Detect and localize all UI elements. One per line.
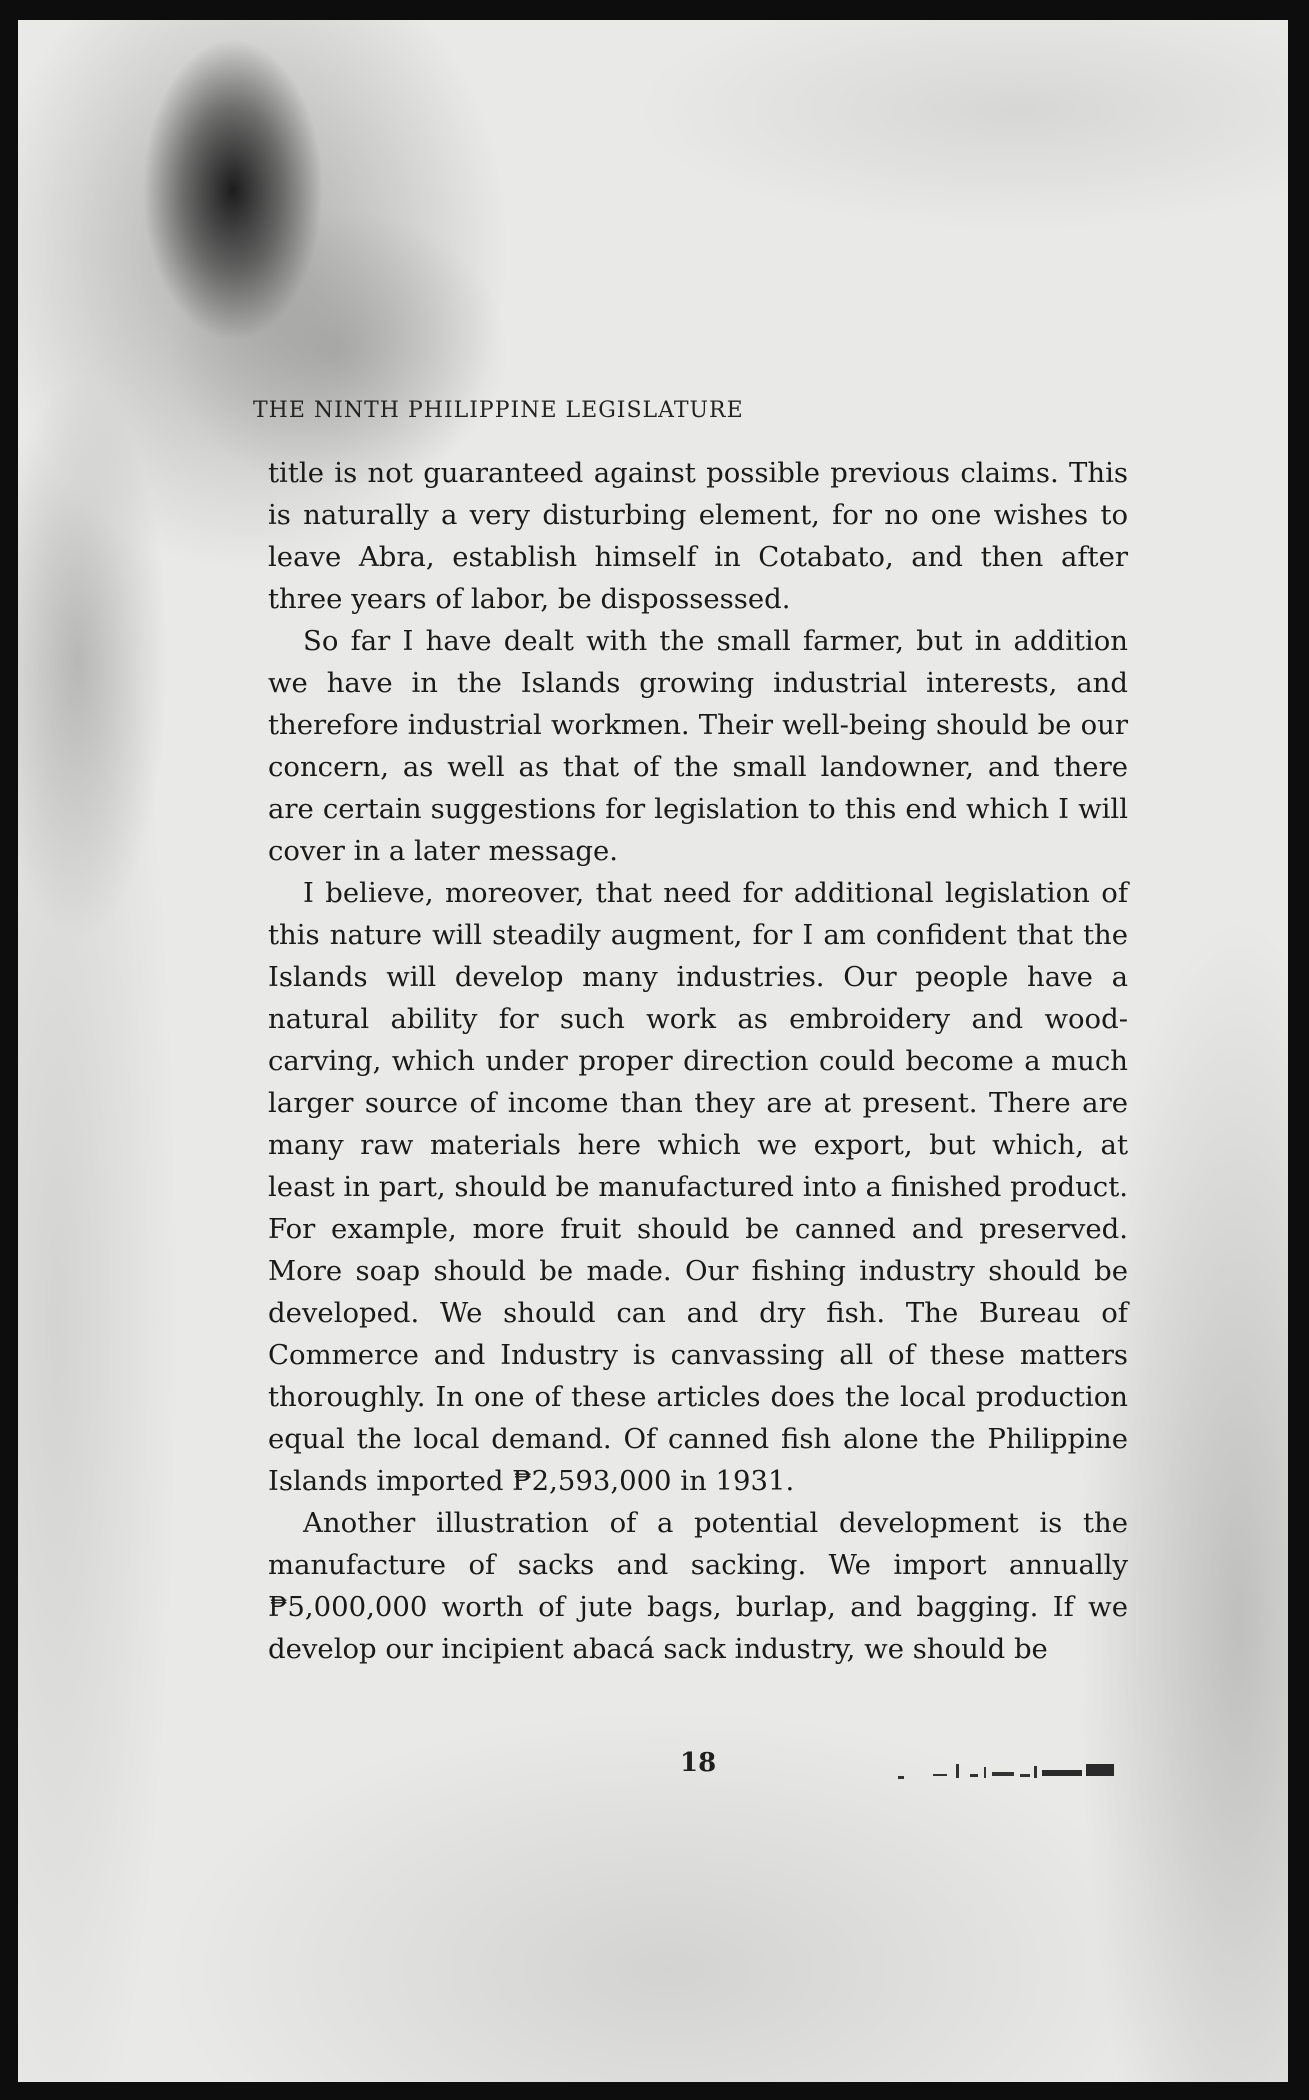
ink-mark: [1086, 1764, 1114, 1776]
ink-smudge-marks: [888, 1758, 1138, 1788]
ink-mark: [933, 1774, 947, 1776]
page-number: 18: [680, 1748, 717, 1778]
ink-mark: [1020, 1774, 1030, 1777]
ink-mark: [1034, 1766, 1037, 1778]
ink-mark: [970, 1774, 978, 1777]
ink-mark: [992, 1772, 1014, 1776]
ink-mark: [898, 1776, 904, 1779]
body-text: [268, 452, 1128, 1732]
paragraph-1: title is not guaranteed against possible previous claims. This is naturally a very disturbing element, for no one wishes to leave Abra, establish himself in Cotabato, and then after three years of labor, be dispossessed.: [268, 457, 1128, 615]
paragraph-2: So far I have dealt with the small farmer, but in addition we have in the Islands growing industrial interests, and therefore industrial workmen. Their well-being should be our concern, as well as that of the small landowner, and there are certain suggestions for legislation to this end which I will cover in a later message.: [268, 625, 1128, 867]
paragraph-4: Another illustration of a potential development is the manufacture of sacks and sacking. We import annually ₱5,000,000 worth of jute bags, burlap, and bagging. If we develop our incipient abacá sack industry, we should be: [268, 1507, 1128, 1665]
ink-mark: [984, 1767, 986, 1778]
book-page: [18, 20, 1288, 2082]
running-head: THE NINTH PHILIPPINE LEGISLATURE: [253, 398, 744, 423]
ink-mark: [956, 1764, 959, 1778]
ink-mark: [1042, 1770, 1082, 1776]
paragraph-3: I believe, moreover, that need for additional legislation of this nature will steadily augment, for I am confident that the Islands will develop many industries. Our people have a natural ability for such work as embroidery and wood-carving, which under proper direction could become a much larger source of income than they are at present. There are many raw materials here which we export, but which, at least in part, should be manufactured into a finished product. For example, more fruit should be canned and preserved. More soap should be made. Our fishing industry should be developed. We should can and dry fish. The Bureau of Commerce and Industry is canvassing all of these matters thoroughly. In one of these articles does the local production equal the local demand. Of canned fish alone the Philippine Islands imported ₱2,593,000 in 1931.: [268, 877, 1128, 1497]
